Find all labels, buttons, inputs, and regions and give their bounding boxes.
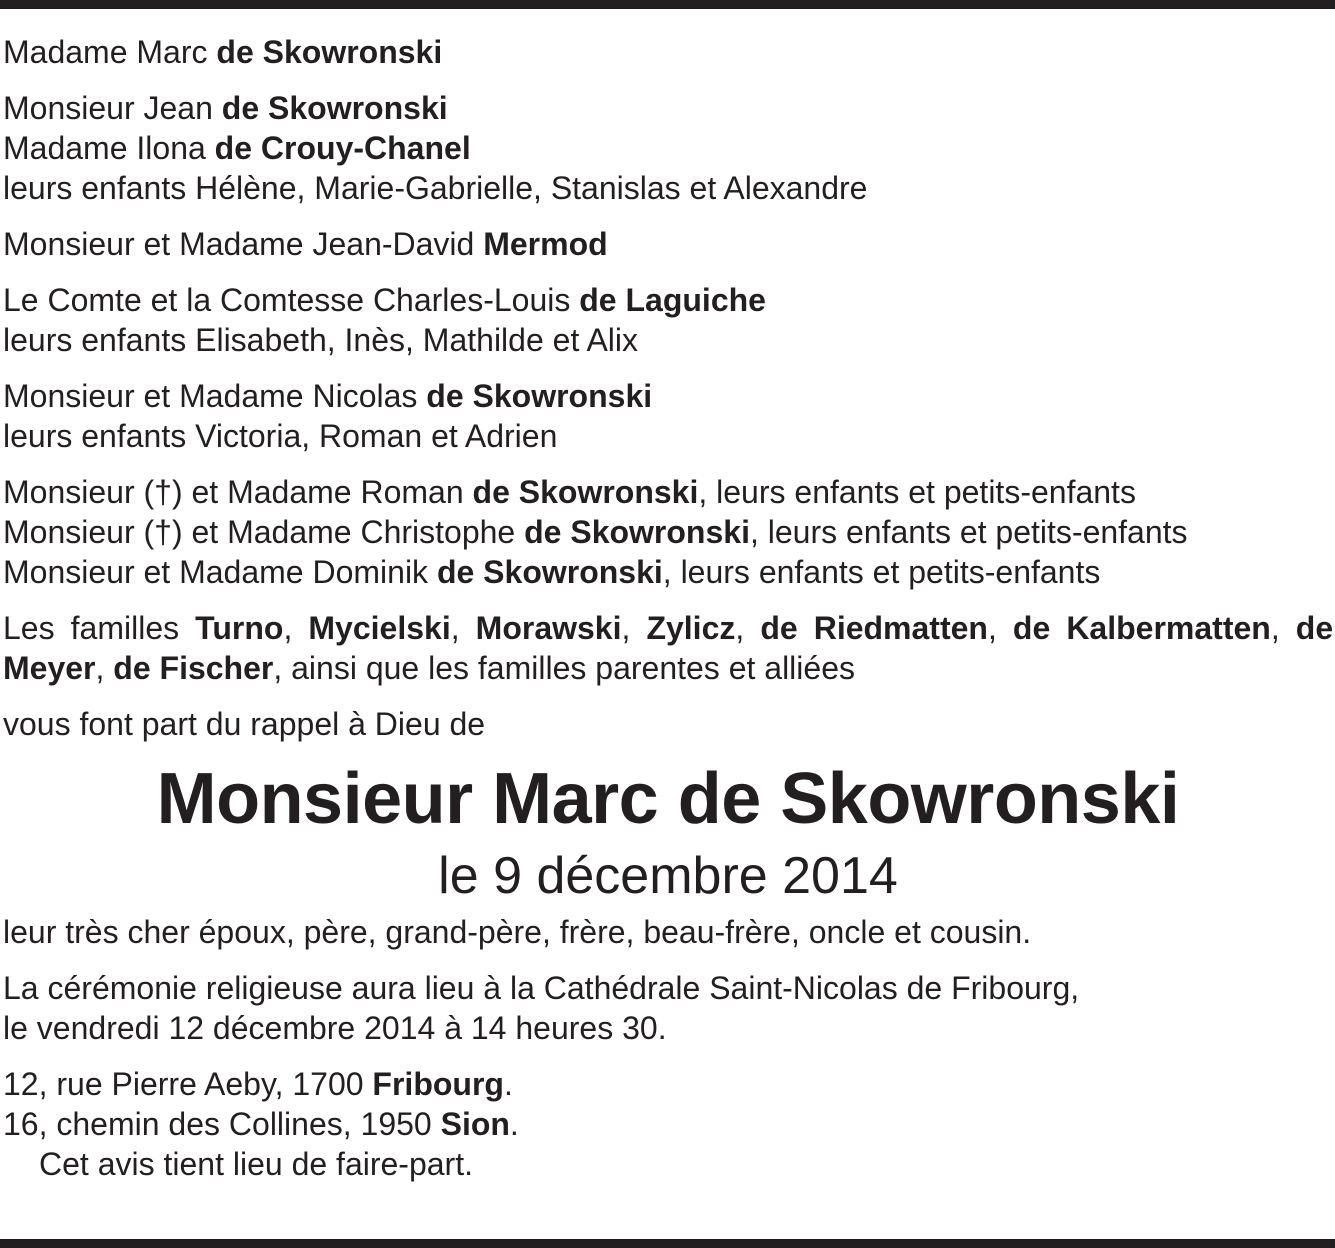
ceremony-line: le vendredi 12 décembre 2014 à 14 heures 30. <box>3 1010 667 1046</box>
family-name: de Kalbermatten <box>1012 610 1271 646</box>
top-rule <box>0 0 1335 9</box>
family-line <box>3 88 1333 128</box>
family-name: de Skowronski <box>436 554 663 590</box>
family-line <box>3 128 1333 168</box>
line-text: . <box>503 1066 513 1102</box>
ceremony-group <box>3 968 1333 1048</box>
separator: , <box>735 610 761 646</box>
family-line <box>3 512 1333 552</box>
separator: , <box>621 610 647 646</box>
family-name: de Skowronski <box>426 378 653 414</box>
line-text: Madame Ilona <box>3 130 215 166</box>
children-line: leurs enfants Elisabeth, Inès, Mathilde et Alix <box>3 322 639 358</box>
family-name: de Skowronski <box>216 34 443 70</box>
intro-text: vous font part du rappel à Dieu de <box>3 706 486 742</box>
family-line <box>3 224 1333 264</box>
city-name: Fribourg <box>372 1066 504 1102</box>
family-group-2 <box>3 88 1333 208</box>
intro-group <box>3 704 1333 744</box>
line-text: , leurs enfants et petits-enfants <box>662 554 1101 590</box>
family-group-7 <box>3 608 1333 688</box>
family-line <box>3 32 1333 72</box>
family-line <box>3 280 1333 320</box>
separator: , <box>987 610 1013 646</box>
notice-note: Cet avis tient lieu de faire-part. <box>39 1146 473 1182</box>
family-group-6 <box>3 472 1333 592</box>
separator: , <box>450 610 476 646</box>
line-text: 12, rue Pierre Aeby, 1700 <box>3 1066 373 1102</box>
family-name: de Crouy-Chanel <box>214 130 471 166</box>
family-group-1 <box>3 32 1333 72</box>
family-name: Morawski <box>475 610 622 646</box>
line-text: Monsieur et Madame Dominik <box>3 554 437 590</box>
line-text: , ainsi que les familles parentes et alliées <box>273 650 855 686</box>
family-name: Turno <box>195 610 284 646</box>
address-group <box>3 1064 1333 1184</box>
family-name: Mycielski <box>308 610 451 646</box>
relation-text: leur très cher époux, père, grand-père, frère, beau-frère, oncle et cousin. <box>3 914 1032 950</box>
address-line <box>3 1064 1333 1104</box>
family-line <box>3 472 1333 512</box>
line-text: Le Comte et la Comtesse Charles-Louis <box>3 282 580 318</box>
line-text: . <box>509 1106 519 1142</box>
family-group-4 <box>3 280 1333 360</box>
children-line: leurs enfants Victoria, Roman et Adrien <box>3 418 558 454</box>
families-paragraph <box>3 608 1333 688</box>
line-text: Monsieur Jean <box>3 90 222 126</box>
line-text: Madame Marc <box>3 34 217 70</box>
line-text: Monsieur et Madame Nicolas <box>3 378 427 414</box>
line-text: , leurs enfants et petits-enfants <box>698 474 1136 510</box>
address-line <box>3 1104 1333 1144</box>
family-line <box>3 376 1333 416</box>
family-name: de Fischer <box>113 650 274 686</box>
family-name: de Laguiche <box>579 282 766 318</box>
family-name: de Meyer <box>3 610 1334 686</box>
line-text: Les familles <box>3 610 196 646</box>
separator: , <box>95 650 114 686</box>
line-text: Monsieur et Madame Jean-David <box>3 226 484 262</box>
separator: , <box>283 610 309 646</box>
family-group-5 <box>3 376 1333 456</box>
obituary-notice <box>3 32 1333 1184</box>
relation-group <box>3 912 1333 952</box>
separator: , <box>1270 610 1296 646</box>
family-group-3 <box>3 224 1333 264</box>
family-name: de Skowronski <box>524 514 750 550</box>
family-line <box>3 552 1333 592</box>
death-date: le 9 décembre 2014 <box>438 847 898 905</box>
line-text: 16, chemin des Collines, 1950 <box>3 1106 441 1142</box>
deceased-name: Monsieur Marc de Skowronski <box>156 759 1180 839</box>
family-name: Zylicz <box>646 610 736 646</box>
line-text: Monsieur (†) et Madame Roman <box>3 474 473 510</box>
children-line: leurs enfants Hélène, Marie-Gabrielle, Stanislas et Alexandre <box>3 170 868 206</box>
family-name: de Riedmatten <box>760 610 988 646</box>
family-name: de Skowronski <box>472 474 699 510</box>
family-name: de Skowronski <box>221 90 448 126</box>
city-name: Sion <box>440 1106 510 1142</box>
bottom-rule <box>0 1239 1335 1248</box>
family-name: Mermod <box>483 226 608 262</box>
line-text: , leurs enfants et petits-enfants <box>749 514 1188 550</box>
line-text: Monsieur (†) et Madame Christophe <box>3 514 525 550</box>
ceremony-line: La cérémonie religieuse aura lieu à la Cathédrale Saint-Nicolas de Fribourg, <box>3 970 1080 1006</box>
